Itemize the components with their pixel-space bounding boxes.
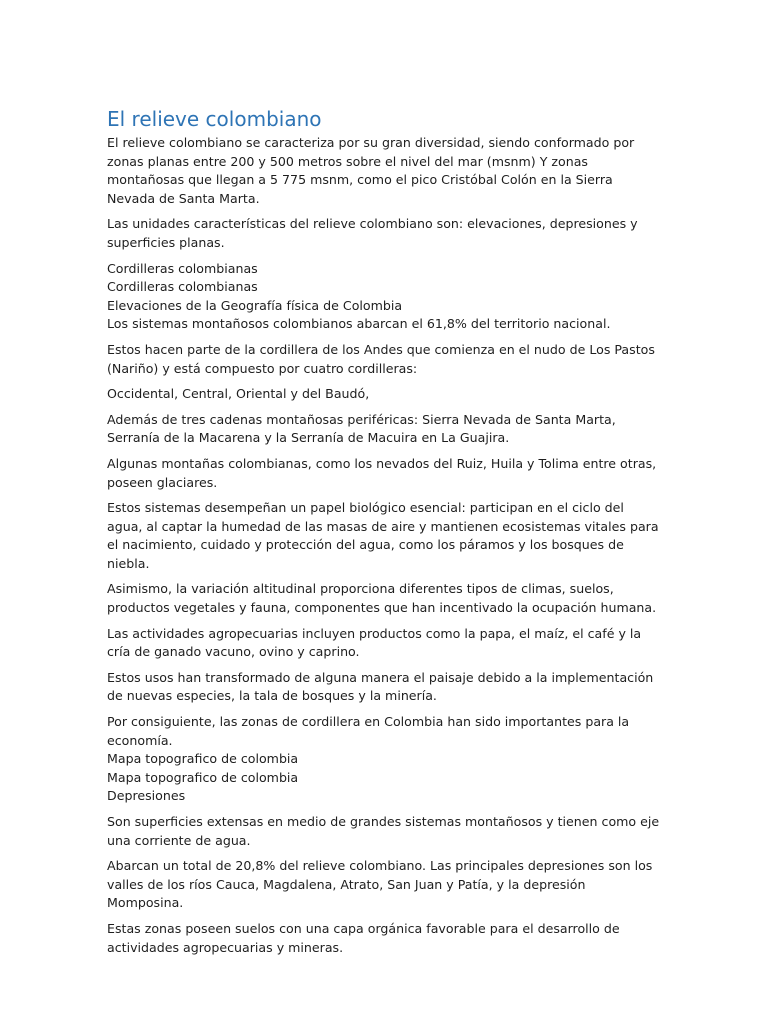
paragraph-actividades-agropecuarias: Las actividades agropecuarias incluyen productos como la papa, el maíz, el café y la cría de ganado vacuno, ovino y caprino.	[107, 625, 642, 660]
paragraph-superficies: Son superficies extensas en medio de grandes sistemas montañosos y tienen como eje una corriente de agua.	[107, 814, 660, 848]
depressions-lines	[107, 713, 662, 806]
paragraph-glaciares: Algunas montañas colombianas, como los nevados del Ruiz, Huila y Tolima entre otras, poseen glaciares.	[107, 455, 657, 490]
paragraph-variacion-altitudinal: Asimismo, la variación altitudinal proporciona diferentes tipos de climas, suelos, productos vegetales y fauna, componentes que han incentivado la ocupación humana.	[107, 581, 657, 616]
line-elevaciones: Elevaciones de la Geografía física de Colombia	[107, 297, 403, 313]
elevations-lines	[107, 260, 662, 334]
paragraph-suelos: Estas zonas poseen suelos con una capa orgánica favorable para el desarrollo de actividades agropecuarias y mineras.	[107, 920, 620, 955]
line-cordilleras-1: Cordilleras colombianas	[107, 260, 258, 276]
line-mapa-1: Mapa topografico de colombia	[107, 751, 299, 767]
line-sistemas-montanosos: Los sistemas montañosos colombianos abarcan el 61,8% del territorio nacional.	[107, 316, 611, 332]
line-depresiones-heading: Depresiones	[107, 788, 186, 804]
paragraph-perifericas: Además de tres cadenas montañosas periféricas: Sierra Nevada de Santa Marta, Serranía de la Macarena y la Serranía de Macuira en La Guajira.	[107, 411, 616, 446]
paragraph-cordilleras-list: Occidental, Central, Oriental y del Baudó,	[107, 386, 370, 402]
paragraph-intro: El relieve colombiano se caracteriza por su gran diversidad, siendo conformado por zonas planas entre 200 y 500 metros sobre el nivel del mar (msnm) Y zonas montañosas que llegan a 5 775 msnm, como el pico Cristóbal Colón en la Sierra Nevada de Santa Marta.	[107, 135, 635, 206]
document-page	[107, 106, 662, 964]
document-title: El relieve colombiano	[107, 107, 322, 131]
paragraph-andes: Estos hacen parte de la cordillera de los Andes que comienza en el nudo de Los Pastos (Nariño) y está compuesto por cuatro cordilleras:	[107, 341, 655, 376]
paragraph-papel-biologico: Estos sistemas desempeñan un papel biológico esencial: participan en el ciclo del agua, al captar la humedad de las masas de aire y mantienen ecosistemas vitales para el nacimiento, cuidado y protección del agua, como los páramos y los bosques de niebla.	[107, 500, 659, 571]
line-cordilleras-2: Cordilleras colombianas	[107, 279, 258, 295]
line-economia: Por consiguiente, las zonas de cordillera en Colombia han sido importantes para la economía.	[107, 714, 630, 748]
paragraph-abarcan: Abarcan un total de 20,8% del relieve colombiano. Las principales depresiones son los valles de los ríos Cauca, Magdalena, Atrato, San Juan y Patía, y la depresión Momposina.	[107, 858, 653, 911]
paragraph-usos: Estos usos han transformado de alguna manera el paisaje debido a la implementación de nuevas especies, la tala de bosques y la minería.	[107, 669, 654, 704]
paragraph-units: Las unidades características del relieve colombiano son: elevaciones, depresiones y superficies planas.	[107, 216, 638, 250]
line-mapa-2: Mapa topografico de colombia	[107, 769, 299, 785]
